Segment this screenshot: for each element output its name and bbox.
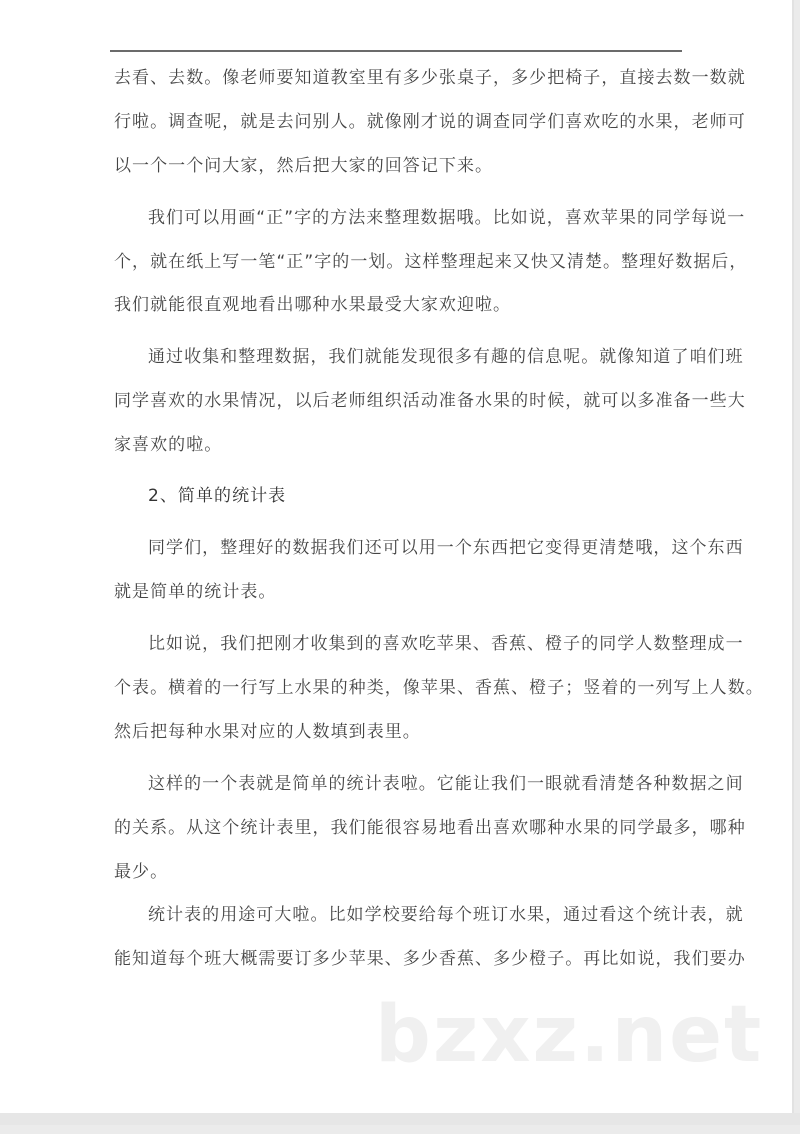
page-gap: [0, 1113, 800, 1125]
text-line: 就是简单的统计表。: [114, 582, 277, 602]
text-line: 的关系。从这个统计表里，我们能很容易地看出喜欢哪种水果的同学最多，哪种: [114, 818, 746, 838]
text-line: 我们就能很直观地看出哪种水果最受大家欢迎啦。: [114, 295, 512, 315]
text-line: 同学喜欢的水果情况，以后老师组织活动准备水果的时候，就可以多准备一些大: [114, 391, 746, 411]
text-line: 个表。横着的一行写上水果的种类，像苹果、香蕉、橙子；竖着的一列写上人数。: [114, 678, 764, 698]
text-line: 个，就在纸上写一笔“正”字的一划。这样整理起来又快又清楚。整理好数据后，: [114, 252, 748, 272]
text-line: 同学们，整理好的数据我们还可以用一个东西把它变得更清楚哦，这个东西: [148, 538, 744, 558]
text-line: 行啦。调查呢，就是去问别人。就像刚才说的调查同学们喜欢吃的水果，老师可: [114, 112, 746, 132]
text-line: 以一个一个问大家，然后把大家的回答记下来。: [114, 156, 494, 176]
text-line: 统计表的用途可大啦。比如学校要给每个班订水果，通过看这个统计表，就: [148, 905, 744, 925]
text-line: 家喜欢的啦。: [114, 435, 223, 455]
text-line: 通过收集和整理数据，我们就能发现很多有趣的信息呢。就像知道了咱们班: [148, 347, 744, 367]
text-line: 这样的一个表就是简单的统计表啦。它能让我们一眼就看清楚各种数据之间: [148, 774, 744, 794]
text-line: 然后把每种水果对应的人数填到表里。: [114, 722, 421, 742]
text-line: 能知道每个班大概需要订多少苹果、多少香蕉、多少橙子。再比如说，我们要办: [114, 949, 746, 969]
watermark: bzxz.net: [375, 990, 764, 1080]
text-line: 去看、去数。像老师要知道教室里有多少张桌子，多少把椅子，直接去数一数就: [114, 68, 746, 88]
section-heading: 2、简单的统计表: [148, 486, 287, 506]
text-line: 最少。: [114, 862, 169, 882]
text-line: 比如说，我们把刚才收集到的喜欢吃苹果、香蕉、橙子的同学人数整理成一: [148, 634, 744, 654]
header-rule: [110, 50, 682, 52]
text-line: 我们可以用画“正”字的方法来整理数据哦。比如说，喜欢苹果的同学每说一: [148, 208, 746, 228]
